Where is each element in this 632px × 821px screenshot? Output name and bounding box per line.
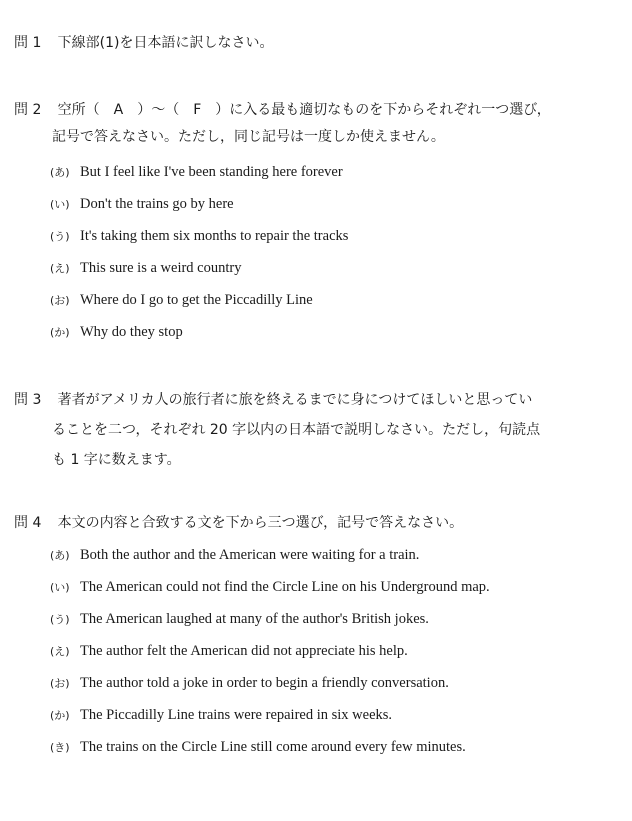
question-2-option [50, 322, 183, 343]
option-mark: (か) [50, 709, 70, 722]
option-text: Both the author and the American were waiting for a train. [80, 547, 420, 563]
question-2-label: 問 2 [14, 102, 42, 118]
question-4-label: 問 4 [14, 515, 42, 531]
option-text: It's taking them six months to repair the tracks [80, 228, 349, 244]
question-4-option [50, 577, 490, 598]
option-text: But I feel like I've been standing here forever [80, 164, 343, 180]
question-2-option [50, 194, 234, 215]
question-2-option [50, 258, 241, 279]
question-3-label: 問 3 [14, 392, 42, 408]
question-2-option [50, 162, 343, 183]
question-1-label: 問 1 [14, 35, 42, 51]
question-4-option [50, 641, 408, 662]
option-mark: (か) [50, 326, 70, 339]
question-2-option [50, 290, 313, 311]
option-text: The American laughed at many of the author's British jokes. [80, 611, 429, 627]
question-4-option [50, 609, 429, 630]
option-mark: (い) [50, 198, 70, 211]
option-text: The Piccadilly Line trains were repaired in six weeks. [80, 707, 393, 723]
option-mark: (い) [50, 581, 70, 594]
question-3-line-2: ることを二つ，それぞれ 20 字以内の日本語で説明しなさい。ただし，句読点 [52, 422, 541, 438]
option-mark: (う) [50, 230, 70, 243]
option-mark: (う) [50, 613, 70, 626]
question-4-option [50, 737, 466, 758]
option-text: Don't the trains go by here [80, 196, 234, 212]
question-3-line-3: も 1 字に数えます。 [52, 452, 181, 468]
option-mark: (え) [50, 262, 70, 275]
option-text: The author told a joke in order to begin a friendly conversation. [80, 675, 449, 691]
question-2-line-2: 記号で答えなさい。ただし，同じ記号は一度しか使えません。 [52, 129, 445, 145]
question-2-line-1: 空所（ A ）～（ F ）に入る最も適切なものを下からそれぞれ一つ選び， [57, 102, 551, 118]
option-mark: (お) [50, 677, 70, 690]
option-mark: (え) [50, 645, 70, 658]
option-text: The American could not find the Circle Line on his Underground map. [80, 579, 490, 595]
option-mark: (あ) [50, 166, 70, 179]
option-text: This sure is a weird country [80, 260, 242, 276]
option-text: The trains on the Circle Line still come around every few minutes. [80, 739, 466, 755]
question-1-text: 下線部(1)を日本語に訳しなさい。 [57, 35, 274, 51]
option-mark: (お) [50, 294, 70, 307]
question-4-text: 本文の内容と合致する文を下から三つ選び，記号で答えなさい。 [57, 515, 464, 531]
question-3-line-1: 著者がアメリカ人の旅行者に旅を終えるまでに身につけてほしいと思ってい [57, 392, 533, 408]
question-4-option [50, 545, 419, 566]
option-text: Where do I go to get the Piccadilly Line [80, 292, 313, 308]
question-2-option [50, 226, 348, 247]
option-text: Why do they stop [80, 324, 183, 340]
question-4-option [50, 673, 449, 694]
option-text: The author felt the American did not appreciate his help. [80, 643, 408, 659]
option-mark: (き) [50, 741, 70, 754]
option-mark: (あ) [50, 549, 70, 562]
question-4-option [50, 705, 392, 726]
